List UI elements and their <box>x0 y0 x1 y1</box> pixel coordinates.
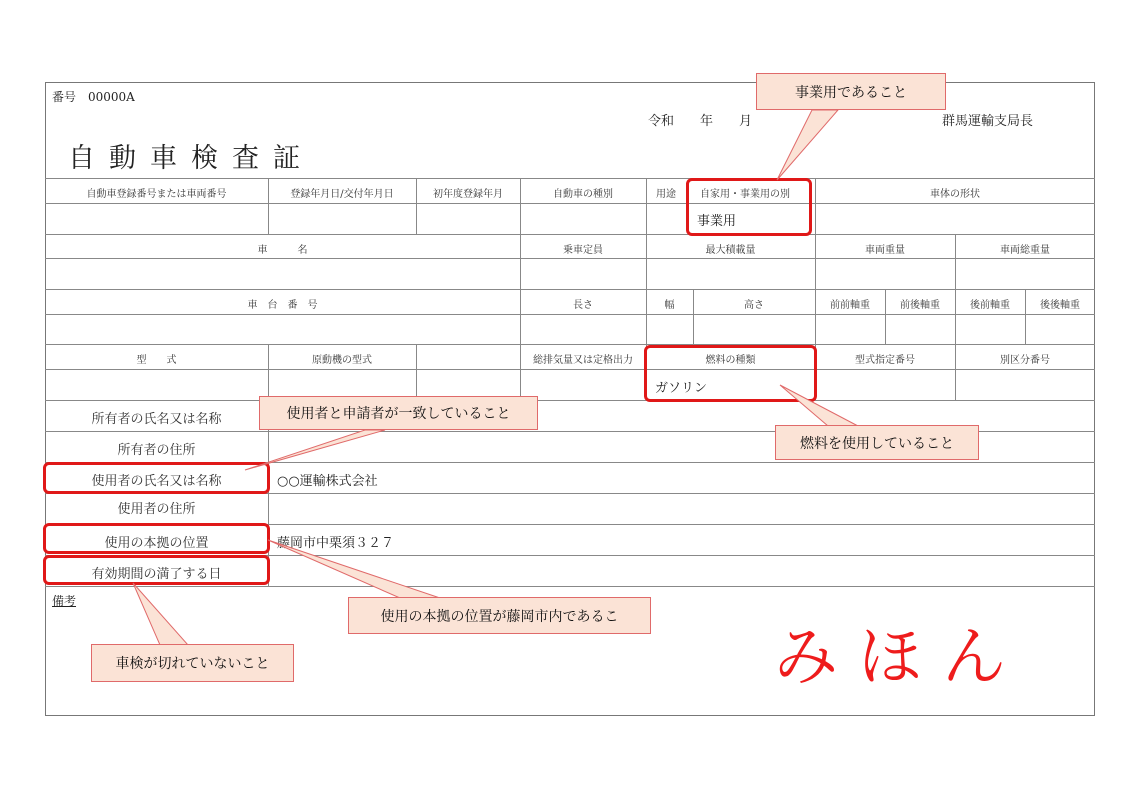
label-private-business: 自家用・事業用の別 <box>700 189 790 200</box>
label-chassis-number: 車 台 番 号 <box>247 300 318 311</box>
label-registration-number: 自動車登録番号または車両番号 <box>86 189 227 200</box>
label-vehicle-kind: 自動車の種別 <box>553 189 613 200</box>
pointer-fuel <box>780 385 858 426</box>
value-base-location: 藤岡市中栗須３２７ <box>277 536 395 551</box>
label-rear-front-axle: 後前軸重 <box>970 300 1010 311</box>
value-user-name: ○○運輸株式会社 <box>277 474 378 489</box>
callout-location: 使用の本拠の位置が藤岡市内であるこ <box>348 597 651 634</box>
label-front-front-axle: 前前軸重 <box>830 300 870 311</box>
label-length: 長さ <box>573 300 593 311</box>
value-fuel-type: ガソリン <box>655 381 708 396</box>
label-owner-name: 所有者の氏名又は名称 <box>91 412 222 427</box>
label-first-registration: 初年度登録年月 <box>433 189 503 200</box>
label-model: 型 式 <box>136 355 177 366</box>
label-user-address: 使用者の住所 <box>117 502 196 517</box>
page-title: 自動車検査証 <box>68 143 314 174</box>
label-expiry-date: 有効期間の満了する日 <box>91 567 222 582</box>
pointer-location <box>268 540 440 598</box>
label-vehicle-weight: 車両重量 <box>865 245 905 256</box>
pointer-business <box>777 110 838 180</box>
label-front-rear-axle: 前後軸重 <box>900 300 940 311</box>
issuer-name: 群馬運輸支局長 <box>942 114 1034 129</box>
label-rear-rear-axle: 後後軸重 <box>1040 300 1080 311</box>
label-displacement: 総排気量又は定格出力 <box>533 355 633 366</box>
label-base-location: 使用の本拠の位置 <box>104 536 209 551</box>
callout-business-use: 事業用であること <box>756 73 946 110</box>
label-capacity: 乗車定員 <box>563 245 603 256</box>
label-fuel-type: 燃料の種類 <box>705 355 756 366</box>
label-remarks: 備考 <box>52 594 77 608</box>
label-model-designation: 型式指定番号 <box>855 355 915 366</box>
value-private-business: 事業用 <box>697 214 737 229</box>
label-owner-address: 所有者の住所 <box>117 443 196 458</box>
callout-user-applicant: 使用者と申請者が一致していること <box>259 396 538 430</box>
label-user-name: 使用者の氏名又は名称 <box>91 474 222 489</box>
certificate-number: 番号 00000A <box>52 90 135 104</box>
label-category-number: 別区分番号 <box>1000 355 1050 366</box>
label-width: 幅 <box>664 300 675 311</box>
label-car-name: 車 名 <box>257 245 308 256</box>
pointer-user-name <box>245 430 385 470</box>
issue-date: 令和 年 月 <box>648 114 753 129</box>
pointer-expiry <box>133 583 188 645</box>
label-body-shape: 車体の形状 <box>930 189 980 200</box>
callout-inspection: 車検が切れていないこと <box>91 644 294 682</box>
label-engine-model: 原動機の型式 <box>312 355 372 366</box>
label-height: 高さ <box>744 300 764 311</box>
callout-fuel: 燃料を使用していること <box>775 425 979 460</box>
label-gross-weight: 車両総重量 <box>1000 245 1050 256</box>
label-max-load: 最大積載量 <box>705 245 756 256</box>
label-registration-date: 登録年月日/交付年月日 <box>290 189 394 200</box>
sample-watermark: みほん <box>774 621 1026 695</box>
label-usage: 用途 <box>656 189 676 200</box>
